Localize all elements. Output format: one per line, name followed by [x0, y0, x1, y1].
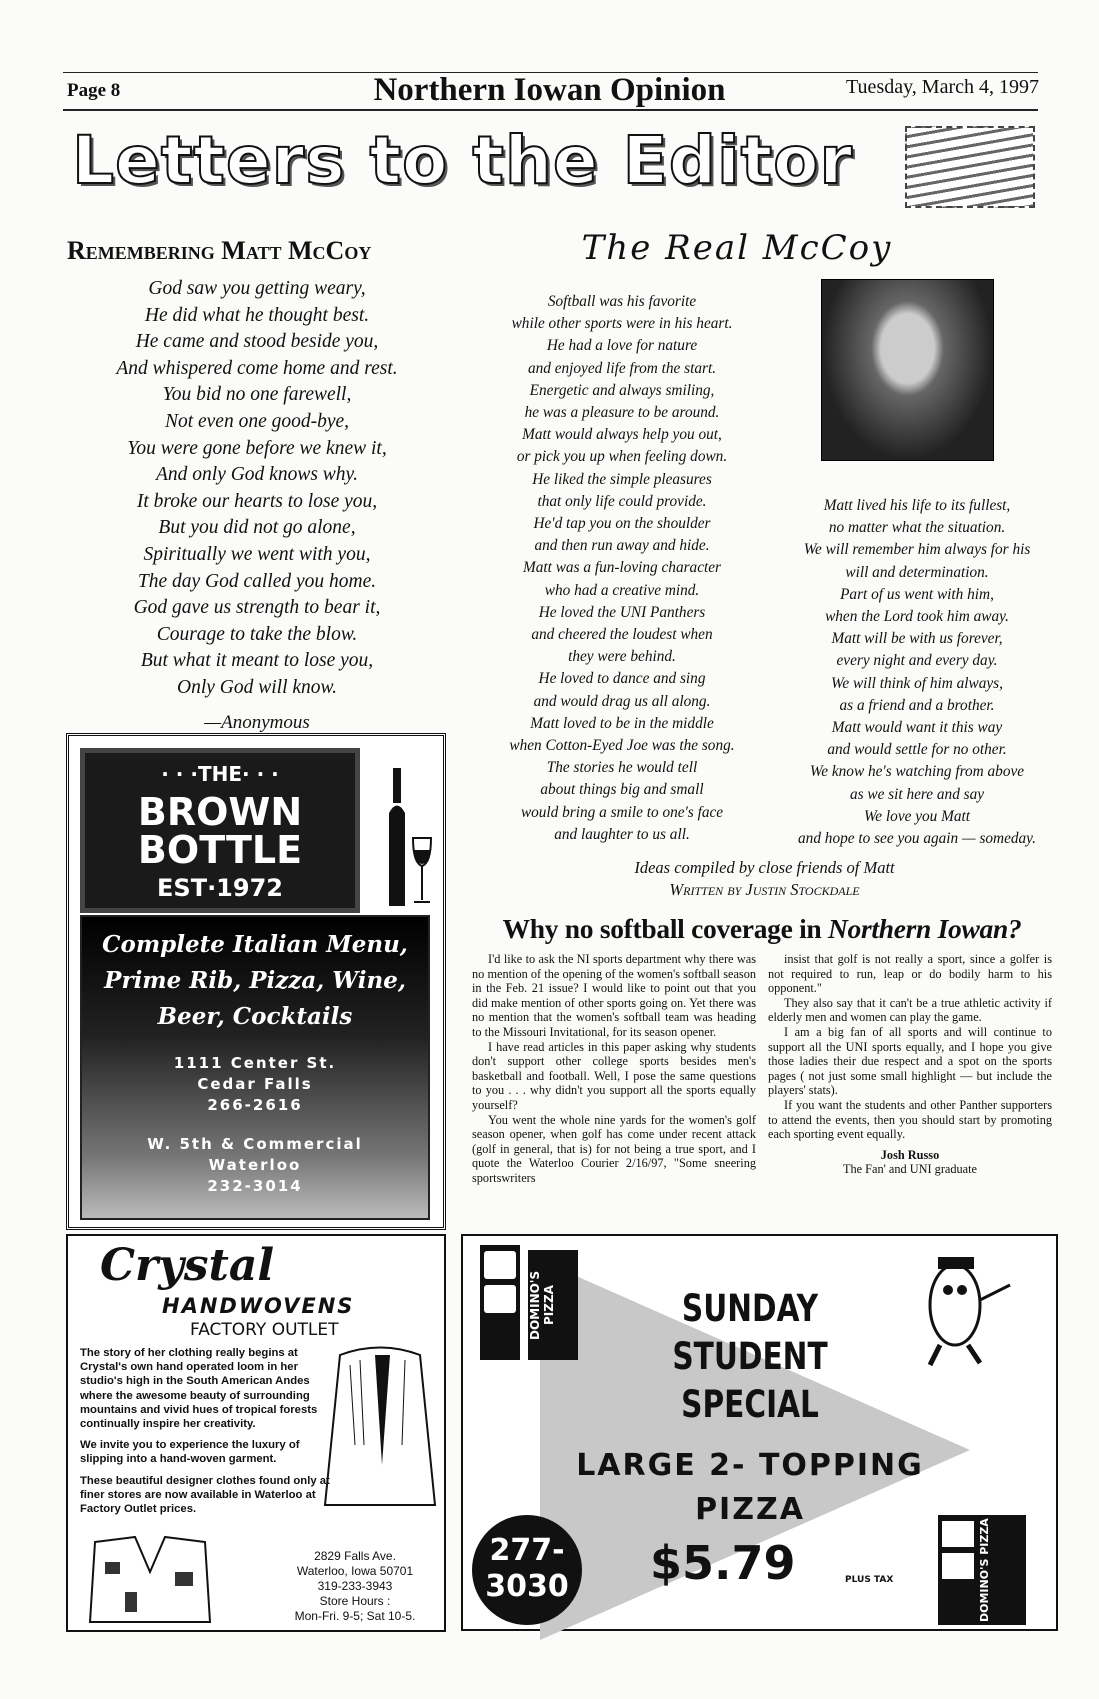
garment-illustration-icon [320, 1345, 440, 1535]
poem-line: But what it meant to lose you, [140, 650, 374, 672]
letter-signer-title: The Fan' and UNI graduate [842, 1162, 978, 1177]
poem-line: that only life could provide. [537, 492, 707, 510]
crystal-address [275, 1549, 435, 1624]
poem-line: Only God will know. [177, 676, 337, 698]
poem-line: and would settle for no other. [827, 741, 1007, 759]
poem-line: We will think of him always, [831, 674, 1003, 692]
header-rule-bottom [63, 109, 1038, 111]
price-note: PLUS TAX [845, 1575, 894, 1585]
menu-text [82, 917, 428, 1035]
tribute-poem-part-1 [472, 291, 772, 846]
dominos-logo-text: DOMINO'S PIZZA [528, 1250, 578, 1360]
poem-line: Courage to take the blow. [156, 623, 358, 645]
credit-author: Written by Justin Stockdale [669, 880, 860, 899]
poem-line: who had a creative mind. [544, 581, 700, 599]
address-line: 1111 Center St. [173, 1054, 337, 1072]
poem-line: We will remember him always for his [803, 541, 1031, 559]
vest-illustration-icon [85, 1532, 215, 1627]
poem-line: or pick you up when feeling down. [516, 448, 728, 466]
letter-paragraph: If you want the students and other Panther supporters to attend the events, then you should start by promoting each sporting event equally. [768, 1097, 1052, 1142]
poem-line: And only God knows why. [155, 464, 359, 486]
poem-line: It broke our hearts to lose you, [136, 490, 378, 512]
headline-text: Why no softball coverage in [502, 913, 828, 944]
letter-headline [462, 912, 1062, 946]
poem-line: You were gone before we knew it, [127, 437, 387, 459]
poem-line: would bring a smile to one's face [520, 803, 724, 821]
poem-line: Energetic and always smiling, [529, 381, 715, 399]
issue-date: Tuesday, March 4, 1997 [846, 76, 1039, 98]
headline-paper-name: Northern Iowan? [828, 913, 1022, 944]
postage-stamp-icon [905, 126, 1035, 208]
dominos-logo [480, 1245, 520, 1360]
poem-line: He loved to dance and sing [538, 670, 706, 688]
letter-paragraph: You went the whole nine yards for the women's golf season opener, when golf has come under recent attack (golf in general, that is) for not being a true sport, and I quote the Waterloo Courier 2/16/97, "Some sneering sportswriters [472, 1112, 756, 1185]
phone-line: 277- [489, 1533, 565, 1568]
headline-line: SUNDAY [681, 1287, 819, 1330]
promo-headline [638, 1285, 862, 1429]
poem-line: He'd tap you on the shoulder [533, 515, 711, 533]
logo-line: BOTTLE [137, 828, 303, 872]
poem-line: Softball was his favorite [547, 293, 697, 310]
poem-line: Matt loved to be in the middle [530, 714, 714, 732]
poem-line: and laughter to us all. [554, 825, 690, 843]
brown-bottle-menu [80, 915, 430, 1220]
section-title: Letters to the Editor [72, 122, 854, 199]
poem-line: and cheered the loudest when [531, 626, 713, 644]
address-line: 319-233-3943 [317, 1579, 393, 1593]
address-line: Waterloo, Iowa 50701 [296, 1564, 414, 1578]
letter-column-1 [472, 952, 756, 1186]
poem-line: Spiritually we went with you, [143, 543, 371, 565]
section-name: Northern Iowan Opinion [373, 72, 726, 108]
menu-line: Complete Italian Menu, [102, 931, 408, 958]
poem-line: We know he's watching from above [809, 763, 1025, 781]
wine-bottle-icon [385, 768, 435, 908]
letter-paragraph: I have read articles in this paper asking why students don't support other college sports besides men's basketball and football. Well, I pose the same questions to you . . . why didn't you support all the sports equally yourself? [472, 1039, 756, 1112]
poem-line: Matt would want it this way [831, 719, 1003, 737]
address-line: Mon-Fri. 9-5; Sat 10-5. [294, 1609, 416, 1623]
poem-line: he was a pleasure to be around. [524, 404, 720, 422]
dominos-logo-text: DOMINO'S PIZZA [978, 1518, 991, 1622]
address-line: W. 5th & Commercial [147, 1135, 363, 1153]
poem-line: no matter what the situation. [828, 519, 1006, 537]
address-line: 266-2616 [207, 1096, 303, 1114]
poem-body [67, 276, 447, 702]
poem-line: The stories he would tell [546, 759, 698, 777]
tribute-poem-part-2 [776, 495, 1058, 850]
crystal-brand: HANDWOVENS [162, 1294, 355, 1318]
headline-line: SPECIAL [681, 1383, 819, 1426]
cedar-falls-address [82, 1053, 428, 1116]
poem-line: He did what he thought best. [144, 304, 370, 326]
poem-line: and enjoyed life from the start. [527, 359, 717, 377]
offer-line: LARGE 2- TOPPING [576, 1448, 924, 1483]
letter-paragraph: They also say that it can't be a true athletic activity if elderly men and women can play the game. [768, 995, 1052, 1025]
crystal-paragraph: The story of her clothing really begins at Crystal's own hand operated loom in her studio's high in the South American Andes where the awesome beauty of surrounding mountains and vivid hues of tropical forests continually inspire her creativity. [80, 1347, 318, 1431]
letter-signer: Josh Russo [880, 1147, 940, 1162]
phone-number-badge [472, 1515, 582, 1625]
poem-line: and would drag us all along. [533, 692, 711, 710]
address-line: Cedar Falls [197, 1075, 313, 1093]
address-line: 2829 Falls Ave. [314, 1549, 396, 1563]
letter-paragraph: I am a big fan of all sports and will continue to support all the UNI sports equally, and I hope you give those ladies their due respect and a spot on the sports pages ( not just some small highlight — but include the players' stats). [768, 1024, 1052, 1098]
poem-line: Matt lived his life to its fullest, [823, 497, 1011, 514]
promo-offer [540, 1444, 960, 1532]
crystal-subtitle: FACTORY OUTLET [190, 1320, 339, 1340]
poem-line: He loved the UNI Panthers [538, 603, 706, 621]
poem-line: every night and every day. [836, 652, 998, 670]
brown-bottle-logo [80, 748, 360, 913]
credit-ideas: Ideas compiled by close friends of Matt [634, 858, 895, 877]
offer-line: PIZZA [695, 1492, 805, 1527]
poem-line: will and determination. [845, 563, 989, 581]
letter-column-2 [768, 952, 1052, 1177]
address-line: Waterloo [208, 1156, 302, 1174]
promo-price: $5.79 [650, 1536, 796, 1590]
poem-line: and hope to see you again — someday. [798, 830, 1036, 848]
logo-line: · · ·THE· · · [161, 762, 279, 786]
letter-paragraph: I'd like to ask the NI sports department why there was no mention of the opening of the women's softball season in the Feb. 21 issue? I would like to point out that you did make mention of other sports going on. Yet there was no mention that the women's softball team was heading to the Missouri Invitational, for its season opener. [472, 952, 756, 1039]
waterloo-address [82, 1134, 428, 1197]
poem-line: when the Lord took him away. [825, 608, 1009, 626]
portrait-photo [821, 279, 994, 461]
address-line: Store Hours : [319, 1594, 391, 1608]
poem-line: Matt would always help you out, [522, 426, 722, 444]
crystal-paragraph: We invite you to experience the luxury of slipping into a hand-woven garment. [80, 1439, 300, 1466]
poem-line: Not even one good-bye, [164, 410, 350, 432]
poem-line: But you did not go alone, [158, 517, 356, 539]
poem-line: You bid no one farewell, [162, 384, 352, 406]
poem-line: God gave us strength to bear it, [133, 597, 381, 619]
poem-title: Remembering Matt McCoy [67, 236, 372, 265]
crystal-paragraph: These beautiful designer clothes found only at finer stores are now available in Waterloo at Factory Outlet prices. [80, 1475, 330, 1516]
page-number: Page 8 [67, 80, 121, 101]
poem-line: He had a love for nature [546, 337, 698, 355]
noid-mascot-icon [910, 1245, 1020, 1370]
poem-line: He liked the simple pleasures [532, 470, 712, 488]
phone-line: 3030 [485, 1569, 569, 1604]
poem-line: God saw you getting weary, [148, 278, 366, 299]
letter-paragraph: insist that golf is not really a sport, since a golfer is not required to run, leap or do bodily harm to his opponent." [768, 952, 1052, 996]
tribute-title: The Real McCoy [581, 228, 893, 268]
poem-line: about things big and small [540, 781, 704, 799]
poem-line: The day God called you home. [137, 570, 377, 592]
tribute-credits [472, 857, 1057, 901]
poem-line: Part of us went with him, [840, 585, 994, 603]
headline-line: STUDENT [672, 1335, 828, 1378]
poem-line: And whispered come home and rest. [116, 357, 398, 379]
poem-line: when Cotton-Eyed Joe was the song. [509, 737, 735, 755]
poem-author: —Anonymous [204, 712, 310, 733]
poem-line: and then run away and hide. [534, 537, 710, 555]
logo-line: EST·1972 [157, 874, 283, 902]
crystal-logo: Crystal [100, 1240, 275, 1291]
poem-line: We love you Matt [863, 807, 971, 825]
poem-line: while other sports were in his heart. [511, 315, 733, 333]
poem-line: they were behind. [568, 648, 676, 666]
poem-line: He came and stood beside you, [135, 331, 379, 353]
address-line: 232-3014 [207, 1177, 303, 1195]
poem-line: Matt will be with us forever, [831, 630, 1003, 648]
poem-line: as a friend and a brother. [839, 696, 995, 714]
poem-line: Matt was a fun-loving character [523, 559, 721, 577]
logo-line: BROWN [137, 790, 303, 834]
poem-line: as we sit here and say [849, 785, 985, 803]
menu-line: Beer, Cocktails [157, 1003, 353, 1030]
menu-line: Prime Rib, Pizza, Wine, [104, 967, 406, 994]
